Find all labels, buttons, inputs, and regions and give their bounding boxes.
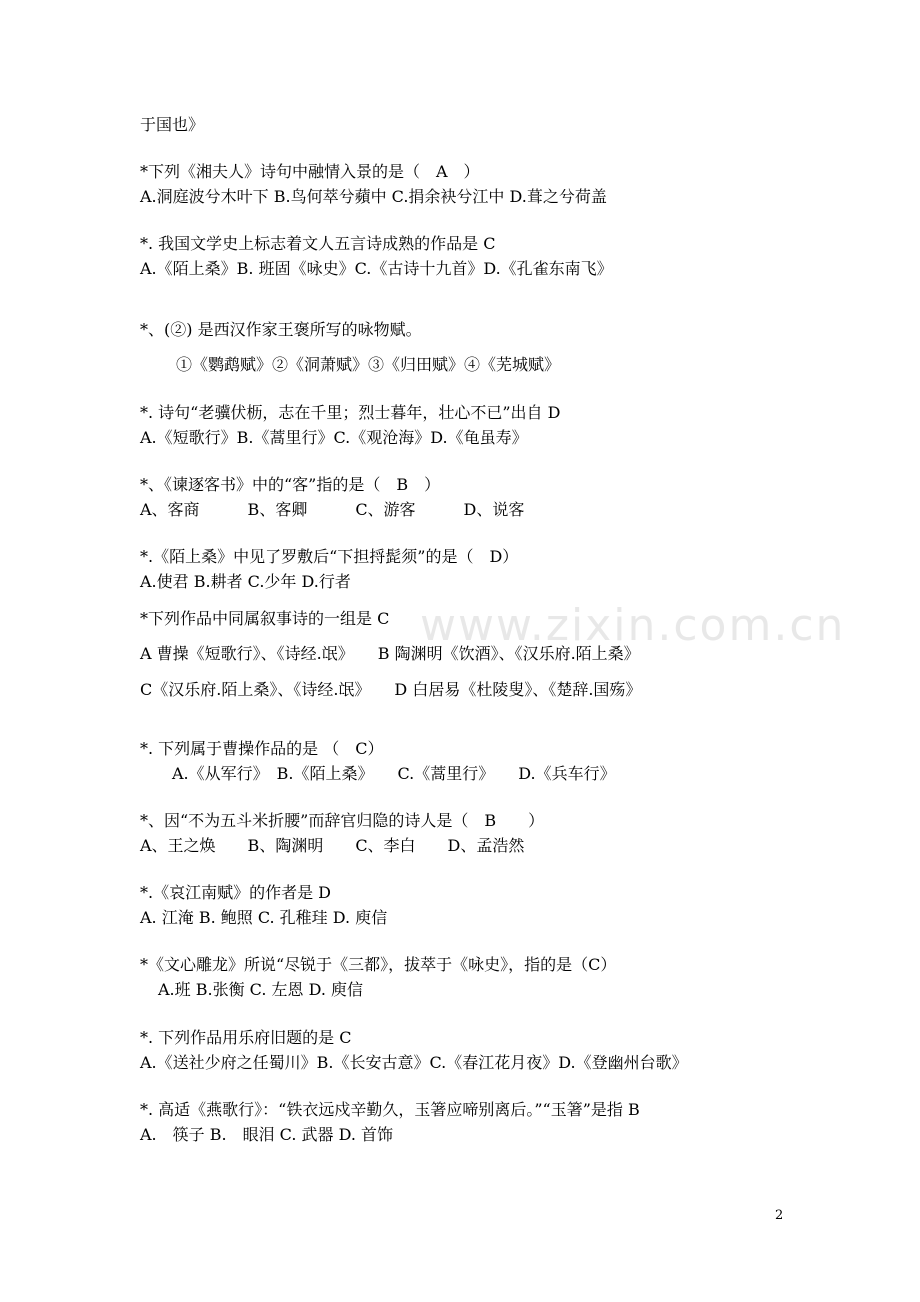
answer-options: A、客商 B、客卿 C、游客 D、说客: [140, 500, 525, 519]
question-stem: *. 我国文学史上标志着文人五言诗成熟的作品是 C: [140, 234, 496, 253]
answer-options: A.《短歌行》B.《蒿里行》C.《观沧海》D.《龟虽寿》: [140, 428, 528, 447]
question-stem: *、因“不为五斗米折腰”而辞官归隐的诗人是（ B ）: [140, 811, 545, 830]
question-stem: *. 下列属于曹操作品的是 （ C）: [140, 739, 384, 758]
question-stem: *. 下列作品用乐府旧题的是 C: [140, 1028, 352, 1047]
question-stem: *. 诗句“老骥伏枥，志在千里；烈士暮年，壮心不已”出自 D: [140, 403, 561, 422]
answer-options: A 曹操《短歌行》、《诗经.氓》 B 陶渊明《饮酒》、《汉乐府.陌上桑》: [140, 644, 640, 663]
question-stem: *.《哀江南赋》的作者是 D: [140, 883, 332, 902]
answer-options: A、王之焕 B、陶渊明 C、李白 D、孟浩然: [140, 836, 525, 855]
answer-options: A.《从军行》 B.《陌上桑》 C.《蒿里行》 D.《兵车行》: [172, 764, 616, 783]
answer-options: A. 江淹 B. 鲍照 C. 孔稚珪 D. 庾信: [140, 908, 388, 927]
question-stem: *. 高适《燕歌行》：“铁衣远戍辛勤久，玉箸应啼别离后。”“玉箸”是指 B: [140, 1100, 640, 1119]
answer-options: A.《送社少府之任蜀川》B.《长安古意》C.《春江花月夜》D.《登幽州台歌》: [140, 1053, 688, 1072]
answer-options: A. 筷子 B. 眼泪 C. 武器 D. 首饰: [140, 1125, 394, 1144]
watermark: www.zixin.com.cn: [420, 600, 846, 651]
answer-options: A.班 B.张衡 C. 左恩 D. 庾信: [158, 980, 364, 999]
answer-options: A.洞庭波兮木叶下 B.鸟何萃兮蘋中 C.捐余袂兮江中 D.葺之兮荷盖: [140, 187, 607, 206]
answer-options: C《汉乐府.陌上桑》、《诗经.氓》 D 白居易《杜陵叟》、《楚辞.国殇》: [140, 680, 642, 699]
text-line: 于国也》: [140, 115, 205, 134]
question-stem: *《文心雕龙》所说“尽锐于《三都》，拔萃于《咏史》，指的是（C）: [140, 955, 617, 974]
question-stem: *、(②) 是西汉作家王褒所写的咏物赋。: [140, 320, 422, 339]
page-number: 2: [775, 1208, 784, 1223]
answer-options: A.使君 B.耕者 C.少年 D.行者: [140, 572, 351, 591]
question-stem: *下列《湘夫人》诗句中融情入景的是（ A ）: [140, 162, 480, 181]
answer-options: A.《陌上桑》B. 班固《咏史》C.《古诗十九首》D.《孔雀东南飞》: [140, 259, 613, 278]
answer-options: ①《鹦鹉赋》②《洞萧赋》③《归田赋》④《芜城赋》: [176, 355, 561, 374]
question-stem: *下列作品中同属叙事诗的一组是 C: [140, 609, 390, 628]
question-stem: *、《谏逐客书》中的“客”指的是（ B ）: [140, 475, 441, 494]
question-stem: *.《陌上桑》中见了罗敷后“下担捋髭须”的是（ D）: [140, 547, 519, 566]
